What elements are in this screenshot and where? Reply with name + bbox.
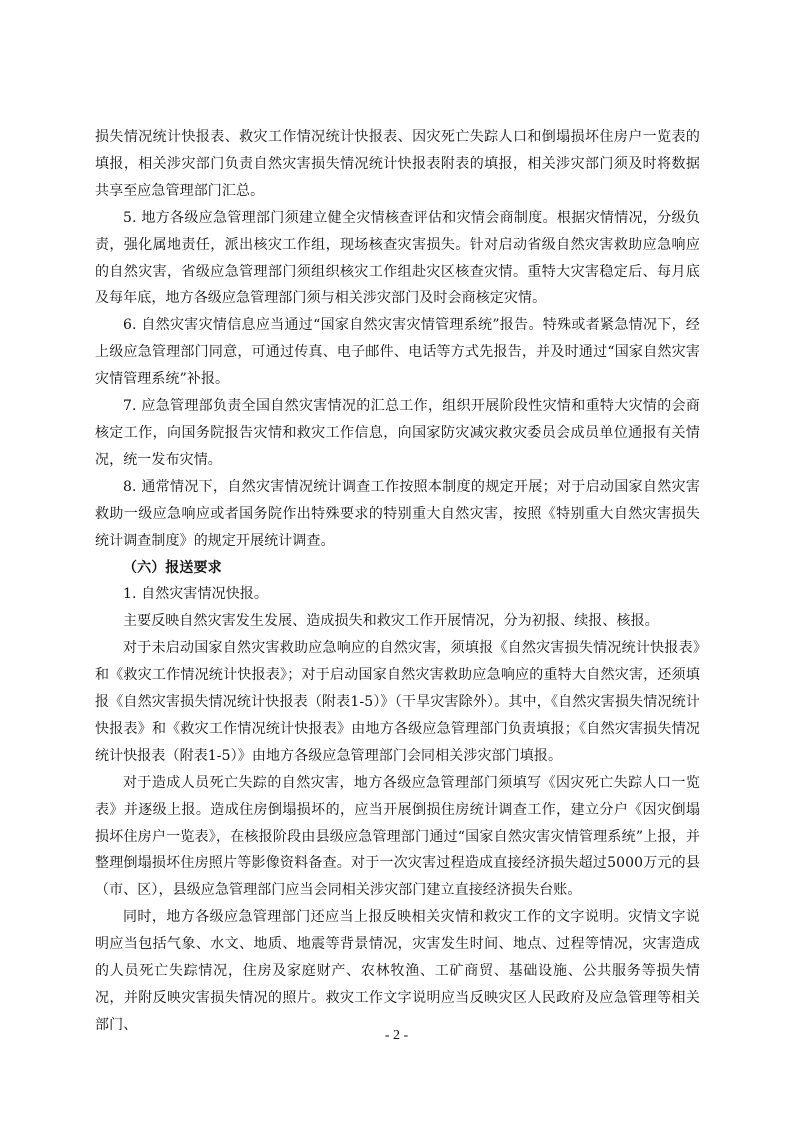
paragraph: 对于造成人员死亡失踪的自然灾害，地方各级应急管理部门须填写《因灾死亡失踪人口一览表》并逐级上报。造成住房倒塌损坏的，应当开展倒损住房统计调查工作，建立分户《因灾倒塌损坏住房户一览表》，在核报阶段由县级应急管理部门通过“国家自然灾害灾情管理系统”上报，并整理倒塌损坏住房照片等影像资料备查。对于一次灾害过程造成直接经济损失超过5000万元的县（市、区），县级应急管理部门应当会同相关涉灾部门建立直接经济损失台账。 <box>95 774 700 899</box>
paragraph-item-5: 5. 地方各级应急管理部门须建立健全灾情核查评估和灾情会商制度。根据灾情情况，分级负责，强化属地责任，派出核灾工作组，现场核查灾害损失。针对启动省级自然灾害救助应急响应的自然灾害，省级应急管理部门须组织核灾工作组赴灾区核查灾情。重特大灾害稳定后、每月底及每年底，地方各级应急管理部门须与相关涉灾部门及时会商核定灾情。 <box>95 209 700 307</box>
paragraph-item-7: 7. 应急管理部负责全国自然灾害情况的汇总工作，组织开展阶段性灾情和重特大灾情的会商核定工作，向国务院报告灾情和救灾工作信息，向国家防灾减灾救灾委员会成员单位通报有关情况，统一发布灾情。 <box>95 398 700 468</box>
paragraph-item-8: 8. 通常情况下，自然灾害情况统计调查工作按照本制度的规定开展；对于启动国家自然灾害救助一级应急响应或者国务院作出特殊要求的特别重大自然灾害，按照《特别重大自然灾害损失统计调查制度》的规定开展统计调查。 <box>95 478 700 549</box>
document-body <box>95 124 700 1039</box>
paragraph-continued: 损失情况统计快报表、救灾工作情况统计快报表、因灾死亡失踪人口和倒塌损坏住房户一览表的填报，相关涉灾部门负责自然灾害损失情况统计快报表附表的填报，相关涉灾部门须及时将数据共享至应急管理部门汇总。 <box>95 129 700 199</box>
paragraph: 对于未启动国家自然灾害救助应急响应的自然灾害，须填报《自然灾害损失情况统计快报表》和《救灾工作情况统计快报表》；对于启动国家自然灾害救助应急响应的重特大自然灾害，还须填报《自然灾害损失情况统计快报表（附表1-5）》（干旱灾害除外）。其中，《自然灾害损失情况统计快报表》和《救灾工作情况统计快报表》由地方各级应急管理部门负责填报；《自然灾害损失情况统计快报表（附表1-5）》由地方各级应急管理部门会同相关涉灾部门填报。 <box>95 640 700 764</box>
paragraph: 主要反映自然灾害发生发展、造成损失和救灾工作开展情况，分为初报、续报、核报。 <box>123 613 659 630</box>
paragraph: 同时，地方各级应急管理部门还应当上报反映相关灾情和救灾工作的文字说明。灾情文字说明应当包括气象、水文、地质、地震等背景情况，灾害发生时间、地点、过程等情况，灾害造成的人员死亡失踪情况，住房及家庭财产、农林牧渔、工矿商贸、基础设施、公共服务等损失情况，并附反映灾害损失情况的照片。救灾工作文字说明应当反映灾区人民政府及应急管理等相关部门、 <box>95 909 700 1033</box>
subsection-title: 1. 自然灾害情况快报。 <box>123 586 269 603</box>
page-number: - 2 - <box>384 1028 409 1043</box>
section-heading: （六）报送要求 <box>123 559 222 576</box>
paragraph-item-6: 6. 自然灾害灾情信息应当通过“国家自然灾害灾情管理系统”报告。特殊或者紧急情况下，经上级应急管理部门同意，可通过传真、电子邮件、电话等方式先报告，并及时通过“国家自然灾害灾情管理系统”补报。 <box>95 317 700 388</box>
